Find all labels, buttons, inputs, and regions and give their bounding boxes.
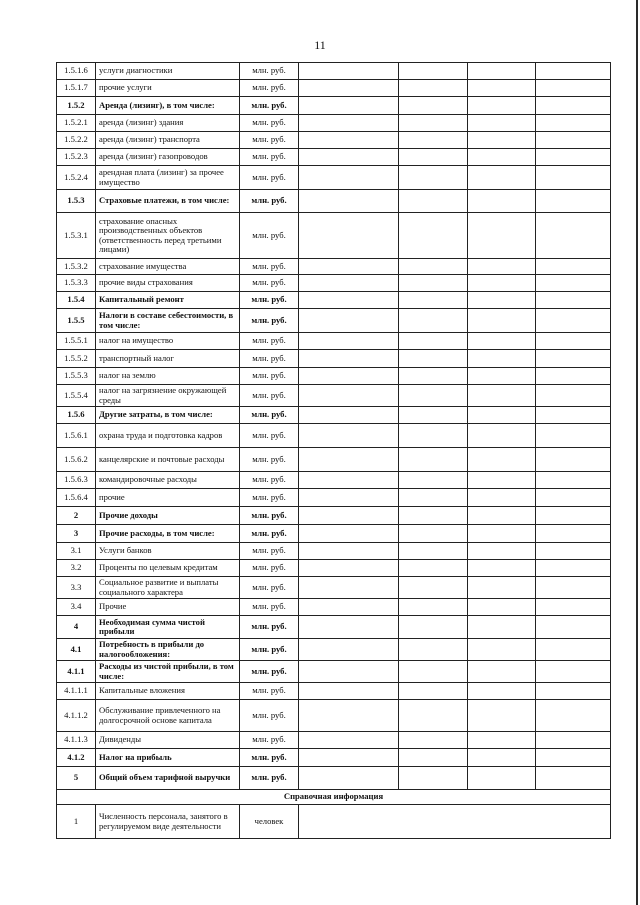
table-row bbox=[57, 213, 611, 259]
row-unit: млн. руб. bbox=[240, 767, 299, 790]
row-name: Социальное развитие и выплаты социального характера bbox=[96, 577, 240, 599]
value-cell bbox=[468, 115, 536, 132]
value-cell bbox=[299, 115, 399, 132]
value-cell bbox=[399, 472, 468, 489]
value-cell bbox=[536, 560, 611, 577]
value-cell bbox=[299, 424, 399, 448]
value-cell bbox=[468, 661, 536, 683]
value-cell bbox=[299, 489, 399, 507]
row-unit: млн. руб. bbox=[240, 149, 299, 166]
value-cell bbox=[468, 97, 536, 115]
value-cell bbox=[536, 368, 611, 385]
value-cell bbox=[299, 616, 399, 639]
table-row bbox=[57, 385, 611, 407]
row-number: 3.4 bbox=[57, 599, 96, 616]
value-cell bbox=[299, 368, 399, 385]
row-unit: млн. руб. bbox=[240, 749, 299, 767]
table-row bbox=[57, 115, 611, 132]
row-name: канцелярские и почтовые расходы bbox=[96, 448, 240, 472]
table-row bbox=[57, 577, 611, 599]
table-row bbox=[57, 525, 611, 543]
row-number: 1.5.3 bbox=[57, 190, 96, 213]
row-unit: млн. руб. bbox=[240, 560, 299, 577]
value-cell bbox=[536, 132, 611, 149]
row-number: 4.1 bbox=[57, 639, 96, 661]
value-cell bbox=[468, 489, 536, 507]
row-name: Обслуживание привлеченного на долгосрочной основе капитала bbox=[96, 700, 240, 732]
table-row bbox=[57, 333, 611, 350]
row-unit: млн. руб. bbox=[240, 63, 299, 80]
value-cell bbox=[468, 767, 536, 790]
value-cell bbox=[536, 616, 611, 639]
value-cell bbox=[399, 275, 468, 292]
row-name: страхование опасных производственных объектов (ответственность перед третьими лицами) bbox=[96, 213, 240, 259]
row-name: Общий объем тарифной выручки bbox=[96, 767, 240, 790]
value-cell bbox=[399, 577, 468, 599]
row-unit: млн. руб. bbox=[240, 97, 299, 115]
row-unit: млн. руб. bbox=[240, 115, 299, 132]
value-cell bbox=[536, 525, 611, 543]
value-cell bbox=[399, 639, 468, 661]
row-unit: млн. руб. bbox=[240, 190, 299, 213]
row-unit: млн. руб. bbox=[240, 292, 299, 309]
value-cell bbox=[299, 350, 399, 368]
value-cell bbox=[536, 683, 611, 700]
value-cell bbox=[399, 333, 468, 350]
table-row bbox=[57, 350, 611, 368]
row-number: 1.5.3.2 bbox=[57, 259, 96, 275]
value-cell bbox=[399, 63, 468, 80]
row-number: 3.1 bbox=[57, 543, 96, 560]
table-body bbox=[57, 63, 611, 839]
table-row bbox=[57, 599, 611, 616]
row-number: 1.5.2.1 bbox=[57, 115, 96, 132]
value-cell bbox=[399, 448, 468, 472]
row-number: 4.1.1 bbox=[57, 661, 96, 683]
value-cell bbox=[468, 472, 536, 489]
row-unit: млн. руб. bbox=[240, 577, 299, 599]
value-cell bbox=[468, 749, 536, 767]
value-cell bbox=[536, 115, 611, 132]
table-row bbox=[57, 275, 611, 292]
row-number: 1.5.6.1 bbox=[57, 424, 96, 448]
value-cell bbox=[536, 448, 611, 472]
value-cell bbox=[299, 683, 399, 700]
table-row bbox=[57, 149, 611, 166]
table-row bbox=[57, 368, 611, 385]
value-cell bbox=[468, 385, 536, 407]
value-cell bbox=[468, 275, 536, 292]
row-unit: млн. руб. bbox=[240, 639, 299, 661]
value-cell bbox=[399, 132, 468, 149]
value-cell bbox=[299, 166, 399, 190]
value-cell bbox=[399, 407, 468, 424]
value-cell bbox=[536, 489, 611, 507]
table-row bbox=[57, 448, 611, 472]
value-cell bbox=[468, 424, 536, 448]
value-cell bbox=[468, 525, 536, 543]
table-row bbox=[57, 749, 611, 767]
row-number: 1.5.2.4 bbox=[57, 166, 96, 190]
value-cell bbox=[299, 97, 399, 115]
row-name: Налоги в составе себестоимости, в том числе: bbox=[96, 309, 240, 333]
value-cell bbox=[299, 732, 399, 749]
table-row bbox=[57, 767, 611, 790]
row-name: транспортный налог bbox=[96, 350, 240, 368]
row-name: Прочие доходы bbox=[96, 507, 240, 525]
value-cell bbox=[299, 333, 399, 350]
table-row bbox=[57, 472, 611, 489]
row-number: 1.5.5.2 bbox=[57, 350, 96, 368]
value-cell bbox=[536, 97, 611, 115]
row-name: Капитальные вложения bbox=[96, 683, 240, 700]
value-cell bbox=[468, 616, 536, 639]
value-cell bbox=[536, 63, 611, 80]
value-cell bbox=[399, 616, 468, 639]
value-cell bbox=[468, 407, 536, 424]
row-number: 1.5.6.3 bbox=[57, 472, 96, 489]
value-cell bbox=[399, 309, 468, 333]
row-number: 1.5.1.7 bbox=[57, 80, 96, 97]
row-number: 3.2 bbox=[57, 560, 96, 577]
value-cell bbox=[536, 292, 611, 309]
row-number: 1.5.6.4 bbox=[57, 489, 96, 507]
value-cell bbox=[399, 749, 468, 767]
value-cell bbox=[536, 543, 611, 560]
table-row bbox=[57, 166, 611, 190]
value-cell bbox=[536, 767, 611, 790]
row-unit: млн. руб. bbox=[240, 507, 299, 525]
row-number: 1 bbox=[57, 805, 96, 839]
value-cell bbox=[299, 275, 399, 292]
value-cell bbox=[468, 543, 536, 560]
value-cell bbox=[299, 543, 399, 560]
value-cell bbox=[399, 213, 468, 259]
value-cell bbox=[468, 132, 536, 149]
row-number: 1.5.3.3 bbox=[57, 275, 96, 292]
row-name: аренда (лизинг) здания bbox=[96, 115, 240, 132]
row-number: 4.1.2 bbox=[57, 749, 96, 767]
row-name: прочие bbox=[96, 489, 240, 507]
value-cell bbox=[468, 333, 536, 350]
row-number: 3 bbox=[57, 525, 96, 543]
row-unit: млн. руб. bbox=[240, 275, 299, 292]
value-cell bbox=[299, 599, 399, 616]
value-cell bbox=[536, 385, 611, 407]
row-number: 1.5.6 bbox=[57, 407, 96, 424]
row-number: 3.3 bbox=[57, 577, 96, 599]
value-cell bbox=[468, 292, 536, 309]
row-unit: млн. руб. bbox=[240, 543, 299, 560]
row-unit: млн. руб. bbox=[240, 683, 299, 700]
value-cell bbox=[536, 190, 611, 213]
table-row bbox=[57, 309, 611, 333]
tariff-cost-table bbox=[56, 62, 611, 839]
value-cell bbox=[536, 259, 611, 275]
value-cell bbox=[399, 599, 468, 616]
value-cell bbox=[536, 309, 611, 333]
value-cell bbox=[468, 166, 536, 190]
row-name: налог на загрязнение окружающей среды bbox=[96, 385, 240, 407]
value-cell bbox=[536, 749, 611, 767]
page-edge bbox=[636, 0, 638, 905]
row-name: аренда (лизинг) транспорта bbox=[96, 132, 240, 149]
value-cell bbox=[468, 599, 536, 616]
row-name: Проценты по целевым кредитам bbox=[96, 560, 240, 577]
table-row bbox=[57, 259, 611, 275]
row-unit: млн. руб. bbox=[240, 368, 299, 385]
value-cell bbox=[536, 577, 611, 599]
value-cell bbox=[536, 472, 611, 489]
row-name: арендная плата (лизинг) за прочее имущество bbox=[96, 166, 240, 190]
value-cell bbox=[468, 577, 536, 599]
row-number: 1.5.3.1 bbox=[57, 213, 96, 259]
row-unit: млн. руб. bbox=[240, 132, 299, 149]
value-cell bbox=[399, 767, 468, 790]
row-number: 1.5.5 bbox=[57, 309, 96, 333]
row-unit: млн. руб. bbox=[240, 732, 299, 749]
value-cell bbox=[468, 368, 536, 385]
row-name: налог на имущество bbox=[96, 333, 240, 350]
row-number: 1.5.5.4 bbox=[57, 385, 96, 407]
row-unit: млн. руб. bbox=[240, 385, 299, 407]
value-cell bbox=[299, 661, 399, 683]
row-name: аренда (лизинг) газопроводов bbox=[96, 149, 240, 166]
value-cell bbox=[299, 80, 399, 97]
row-number: 5 bbox=[57, 767, 96, 790]
value-cell bbox=[299, 639, 399, 661]
value-cell bbox=[536, 407, 611, 424]
row-name: Расходы из чистой прибыли, в том числе: bbox=[96, 661, 240, 683]
row-name: Дивиденды bbox=[96, 732, 240, 749]
row-name: услуги диагностики bbox=[96, 63, 240, 80]
row-number: 1.5.5.3 bbox=[57, 368, 96, 385]
value-cell bbox=[468, 149, 536, 166]
value-cell bbox=[399, 368, 468, 385]
value-cell bbox=[399, 683, 468, 700]
row-name: Прочие расходы, в том числе: bbox=[96, 525, 240, 543]
row-unit: млн. руб. bbox=[240, 424, 299, 448]
reference-heading-row bbox=[57, 790, 611, 805]
value-cell bbox=[468, 259, 536, 275]
table-row bbox=[57, 543, 611, 560]
row-name: прочие услуги bbox=[96, 80, 240, 97]
value-cell bbox=[299, 385, 399, 407]
value-cell bbox=[536, 275, 611, 292]
row-name: Страховые платежи, в том числе: bbox=[96, 190, 240, 213]
row-unit: млн. руб. bbox=[240, 350, 299, 368]
value-cell bbox=[399, 115, 468, 132]
table-row bbox=[57, 80, 611, 97]
row-unit: млн. руб. bbox=[240, 309, 299, 333]
row-name: Налог на прибыль bbox=[96, 749, 240, 767]
value-cell bbox=[399, 424, 468, 448]
value-cell bbox=[299, 213, 399, 259]
value-cell bbox=[299, 190, 399, 213]
table-row bbox=[57, 407, 611, 424]
value-cell bbox=[299, 149, 399, 166]
row-name: охрана труда и подготовка кадров bbox=[96, 424, 240, 448]
value-cell bbox=[299, 292, 399, 309]
value-cell bbox=[399, 80, 468, 97]
value-cell bbox=[468, 700, 536, 732]
table-row bbox=[57, 560, 611, 577]
value-cell bbox=[399, 489, 468, 507]
value-cell bbox=[468, 190, 536, 213]
row-unit: млн. руб. bbox=[240, 448, 299, 472]
value-cell bbox=[536, 333, 611, 350]
value-cell bbox=[536, 639, 611, 661]
table-row bbox=[57, 661, 611, 683]
row-number: 4.1.1.2 bbox=[57, 700, 96, 732]
row-unit: млн. руб. bbox=[240, 472, 299, 489]
value-cell bbox=[399, 700, 468, 732]
value-cell bbox=[299, 700, 399, 732]
row-number: 4.1.1.1 bbox=[57, 683, 96, 700]
row-number: 1.5.4 bbox=[57, 292, 96, 309]
table-row bbox=[57, 424, 611, 448]
value-cell bbox=[536, 661, 611, 683]
value-cell bbox=[299, 448, 399, 472]
reference-heading: Справочная информация bbox=[57, 790, 611, 805]
row-name: прочие виды страхования bbox=[96, 275, 240, 292]
value-cell bbox=[468, 448, 536, 472]
row-name: налог на землю bbox=[96, 368, 240, 385]
value-cell bbox=[468, 639, 536, 661]
table-row bbox=[57, 489, 611, 507]
value-cell bbox=[299, 560, 399, 577]
value-cell bbox=[299, 407, 399, 424]
table-row bbox=[57, 683, 611, 700]
row-unit: млн. руб. bbox=[240, 599, 299, 616]
table-row bbox=[57, 639, 611, 661]
value-cell bbox=[399, 385, 468, 407]
value-cell bbox=[468, 309, 536, 333]
row-unit: млн. руб. bbox=[240, 525, 299, 543]
row-number: 1.5.5.1 bbox=[57, 333, 96, 350]
value-cell bbox=[536, 424, 611, 448]
row-number: 1.5.1.6 bbox=[57, 63, 96, 80]
row-unit: млн. руб. bbox=[240, 700, 299, 732]
value-cell bbox=[299, 577, 399, 599]
table-row bbox=[57, 616, 611, 639]
row-name: Прочие bbox=[96, 599, 240, 616]
value-cell bbox=[536, 700, 611, 732]
row-unit: млн. руб. bbox=[240, 80, 299, 97]
value-cell bbox=[399, 97, 468, 115]
row-name: Аренда (лизинг), в том числе: bbox=[96, 97, 240, 115]
value-cell bbox=[536, 599, 611, 616]
row-name: Потребность в прибыли до налогообложения: bbox=[96, 639, 240, 661]
value-cell bbox=[299, 507, 399, 525]
value-cell bbox=[399, 507, 468, 525]
value-cell bbox=[299, 767, 399, 790]
page-number: 11 bbox=[314, 38, 326, 52]
value-cell bbox=[299, 132, 399, 149]
row-number: 4.1.1.3 bbox=[57, 732, 96, 749]
row-number: 4 bbox=[57, 616, 96, 639]
row-name: Услуги банков bbox=[96, 543, 240, 560]
table-row bbox=[57, 97, 611, 115]
value-cell bbox=[299, 472, 399, 489]
value-cell bbox=[299, 309, 399, 333]
row-unit: млн. руб. bbox=[240, 259, 299, 275]
value-cell bbox=[399, 149, 468, 166]
value-cell bbox=[536, 507, 611, 525]
row-unit: человек bbox=[240, 805, 299, 839]
value-cell bbox=[299, 525, 399, 543]
row-number: 1.5.6.2 bbox=[57, 448, 96, 472]
reference-row bbox=[57, 805, 611, 839]
value-cell bbox=[536, 350, 611, 368]
value-cell bbox=[536, 166, 611, 190]
table-row bbox=[57, 132, 611, 149]
value-cell bbox=[468, 683, 536, 700]
row-number: 1.5.2.3 bbox=[57, 149, 96, 166]
row-number: 1.5.2.2 bbox=[57, 132, 96, 149]
value-cell bbox=[536, 80, 611, 97]
row-number: 1.5.2 bbox=[57, 97, 96, 115]
value-cell bbox=[468, 732, 536, 749]
value-cell bbox=[536, 732, 611, 749]
row-unit: млн. руб. bbox=[240, 489, 299, 507]
value-cell bbox=[468, 213, 536, 259]
table-row bbox=[57, 732, 611, 749]
value-cell bbox=[468, 350, 536, 368]
row-unit: млн. руб. bbox=[240, 166, 299, 190]
value-cell bbox=[299, 749, 399, 767]
row-unit: млн. руб. bbox=[240, 333, 299, 350]
value-cell bbox=[399, 350, 468, 368]
row-name: Необходимая сумма чистой прибыли bbox=[96, 616, 240, 639]
value-cell bbox=[399, 543, 468, 560]
value-cell bbox=[468, 80, 536, 97]
value-cell bbox=[536, 149, 611, 166]
row-unit: млн. руб. bbox=[240, 213, 299, 259]
table-row bbox=[57, 63, 611, 80]
value-cell bbox=[468, 507, 536, 525]
row-name: командировочные расходы bbox=[96, 472, 240, 489]
value-cell bbox=[399, 292, 468, 309]
row-name: Капитальный ремонт bbox=[96, 292, 240, 309]
row-name: Численность персонала, занятого в регулируемом виде деятельности bbox=[96, 805, 240, 839]
row-unit: млн. руб. bbox=[240, 616, 299, 639]
value-cell bbox=[399, 259, 468, 275]
value-cell bbox=[399, 525, 468, 543]
table-row bbox=[57, 700, 611, 732]
value-cell bbox=[399, 732, 468, 749]
value-cell bbox=[299, 259, 399, 275]
row-name: страхование имущества bbox=[96, 259, 240, 275]
row-unit: млн. руб. bbox=[240, 661, 299, 683]
value-cell bbox=[399, 166, 468, 190]
row-number: 2 bbox=[57, 507, 96, 525]
table-row bbox=[57, 292, 611, 309]
value-cell bbox=[399, 661, 468, 683]
value-cell bbox=[399, 190, 468, 213]
row-unit: млн. руб. bbox=[240, 407, 299, 424]
value-cell bbox=[299, 63, 399, 80]
row-name: Другие затраты, в том числе: bbox=[96, 407, 240, 424]
value-cell bbox=[536, 213, 611, 259]
value-cell bbox=[299, 805, 611, 839]
value-cell bbox=[399, 560, 468, 577]
table-row bbox=[57, 507, 611, 525]
value-cell bbox=[468, 560, 536, 577]
value-cell bbox=[468, 63, 536, 80]
table-row bbox=[57, 190, 611, 213]
